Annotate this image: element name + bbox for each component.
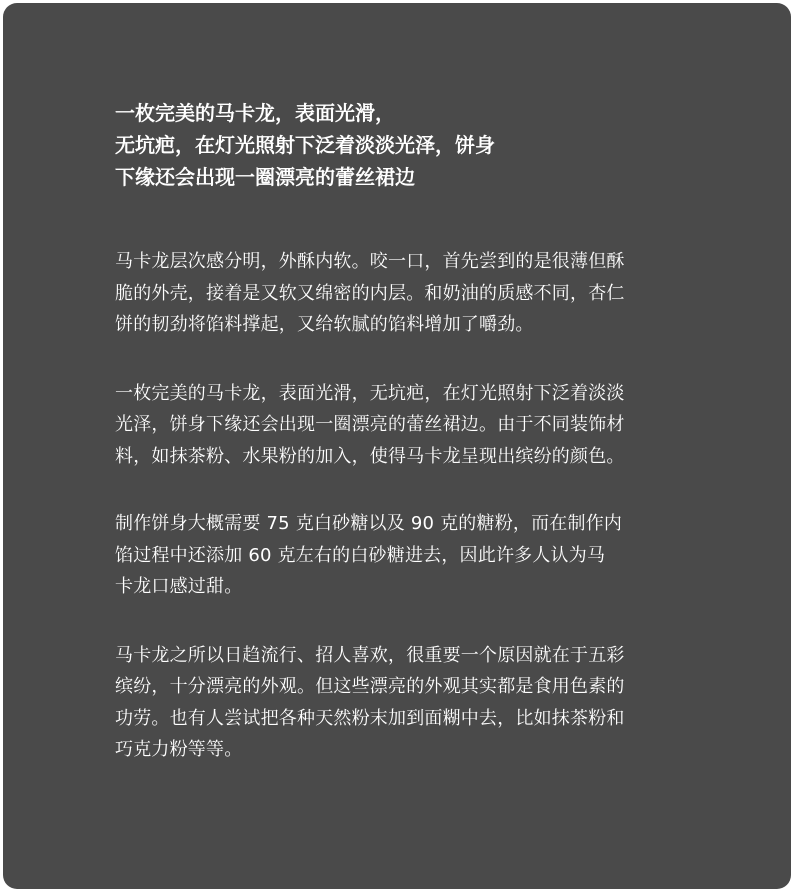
paragraph-line: 巧克力粉等等。 [115, 739, 243, 760]
paragraph-line: 马卡龙之所以日趋流行、招人喜欢，很重要一个原因就在于五彩 [115, 644, 625, 666]
paragraph-line: 功劳。也有人尝试把各种天然粉末加到面糊中去，比如抹茶粉和 [115, 707, 625, 729]
heading-line: 下缘还会出现一圈漂亮的蕾丝裙边 [115, 165, 415, 189]
paragraph-line: 一枚完美的马卡龙，表面光滑，无坑疤，在灯光照射下泛着淡淡 [115, 382, 625, 404]
paragraph-line: 制作饼身大概需要 75 克白砂糖以及 90 克的糖粉，而在制作内 [115, 513, 623, 534]
paragraph-colors [115, 640, 705, 766]
paragraph-line: 卡龙口感过甜。 [115, 576, 243, 597]
paragraph-sugar [115, 508, 705, 603]
paragraph-line: 光泽，饼身下缘还会出现一圈漂亮的蕾丝裙边。由于不同装饰材 [115, 414, 625, 435]
paragraph-appearance [115, 378, 705, 473]
article-heading [115, 97, 705, 193]
paragraph-line: 缤纷，十分漂亮的外观。但这些漂亮的外观其实都是食用色素的 [115, 676, 625, 697]
paragraph-texture [115, 246, 705, 341]
paragraph-line: 料，如抹茶粉、水果粉的加入，使得马卡龙呈现出缤纷的颜色。 [115, 445, 625, 467]
heading-line: 无坑疤，在灯光照射下泛着淡淡光泽，饼身 [115, 133, 495, 157]
article-content [115, 97, 705, 766]
paragraph-line: 马卡龙层次感分明，外酥内软。咬一口，首先尝到的是很薄但酥 [115, 251, 625, 272]
paragraph-line: 馅过程中还添加 60 克左右的白砂糖进去，因此许多人认为马 [115, 544, 606, 566]
paragraph-line: 饼的韧劲将馅料撑起，又给软腻的馅料增加了嚼劲。 [115, 314, 534, 335]
paragraph-line: 脆的外壳，接着是又软又绵密的内层。和奶油的质感不同，杏仁 [115, 282, 625, 304]
article-card [3, 3, 791, 889]
heading-line: 一枚完美的马卡龙，表面光滑， [115, 101, 395, 125]
